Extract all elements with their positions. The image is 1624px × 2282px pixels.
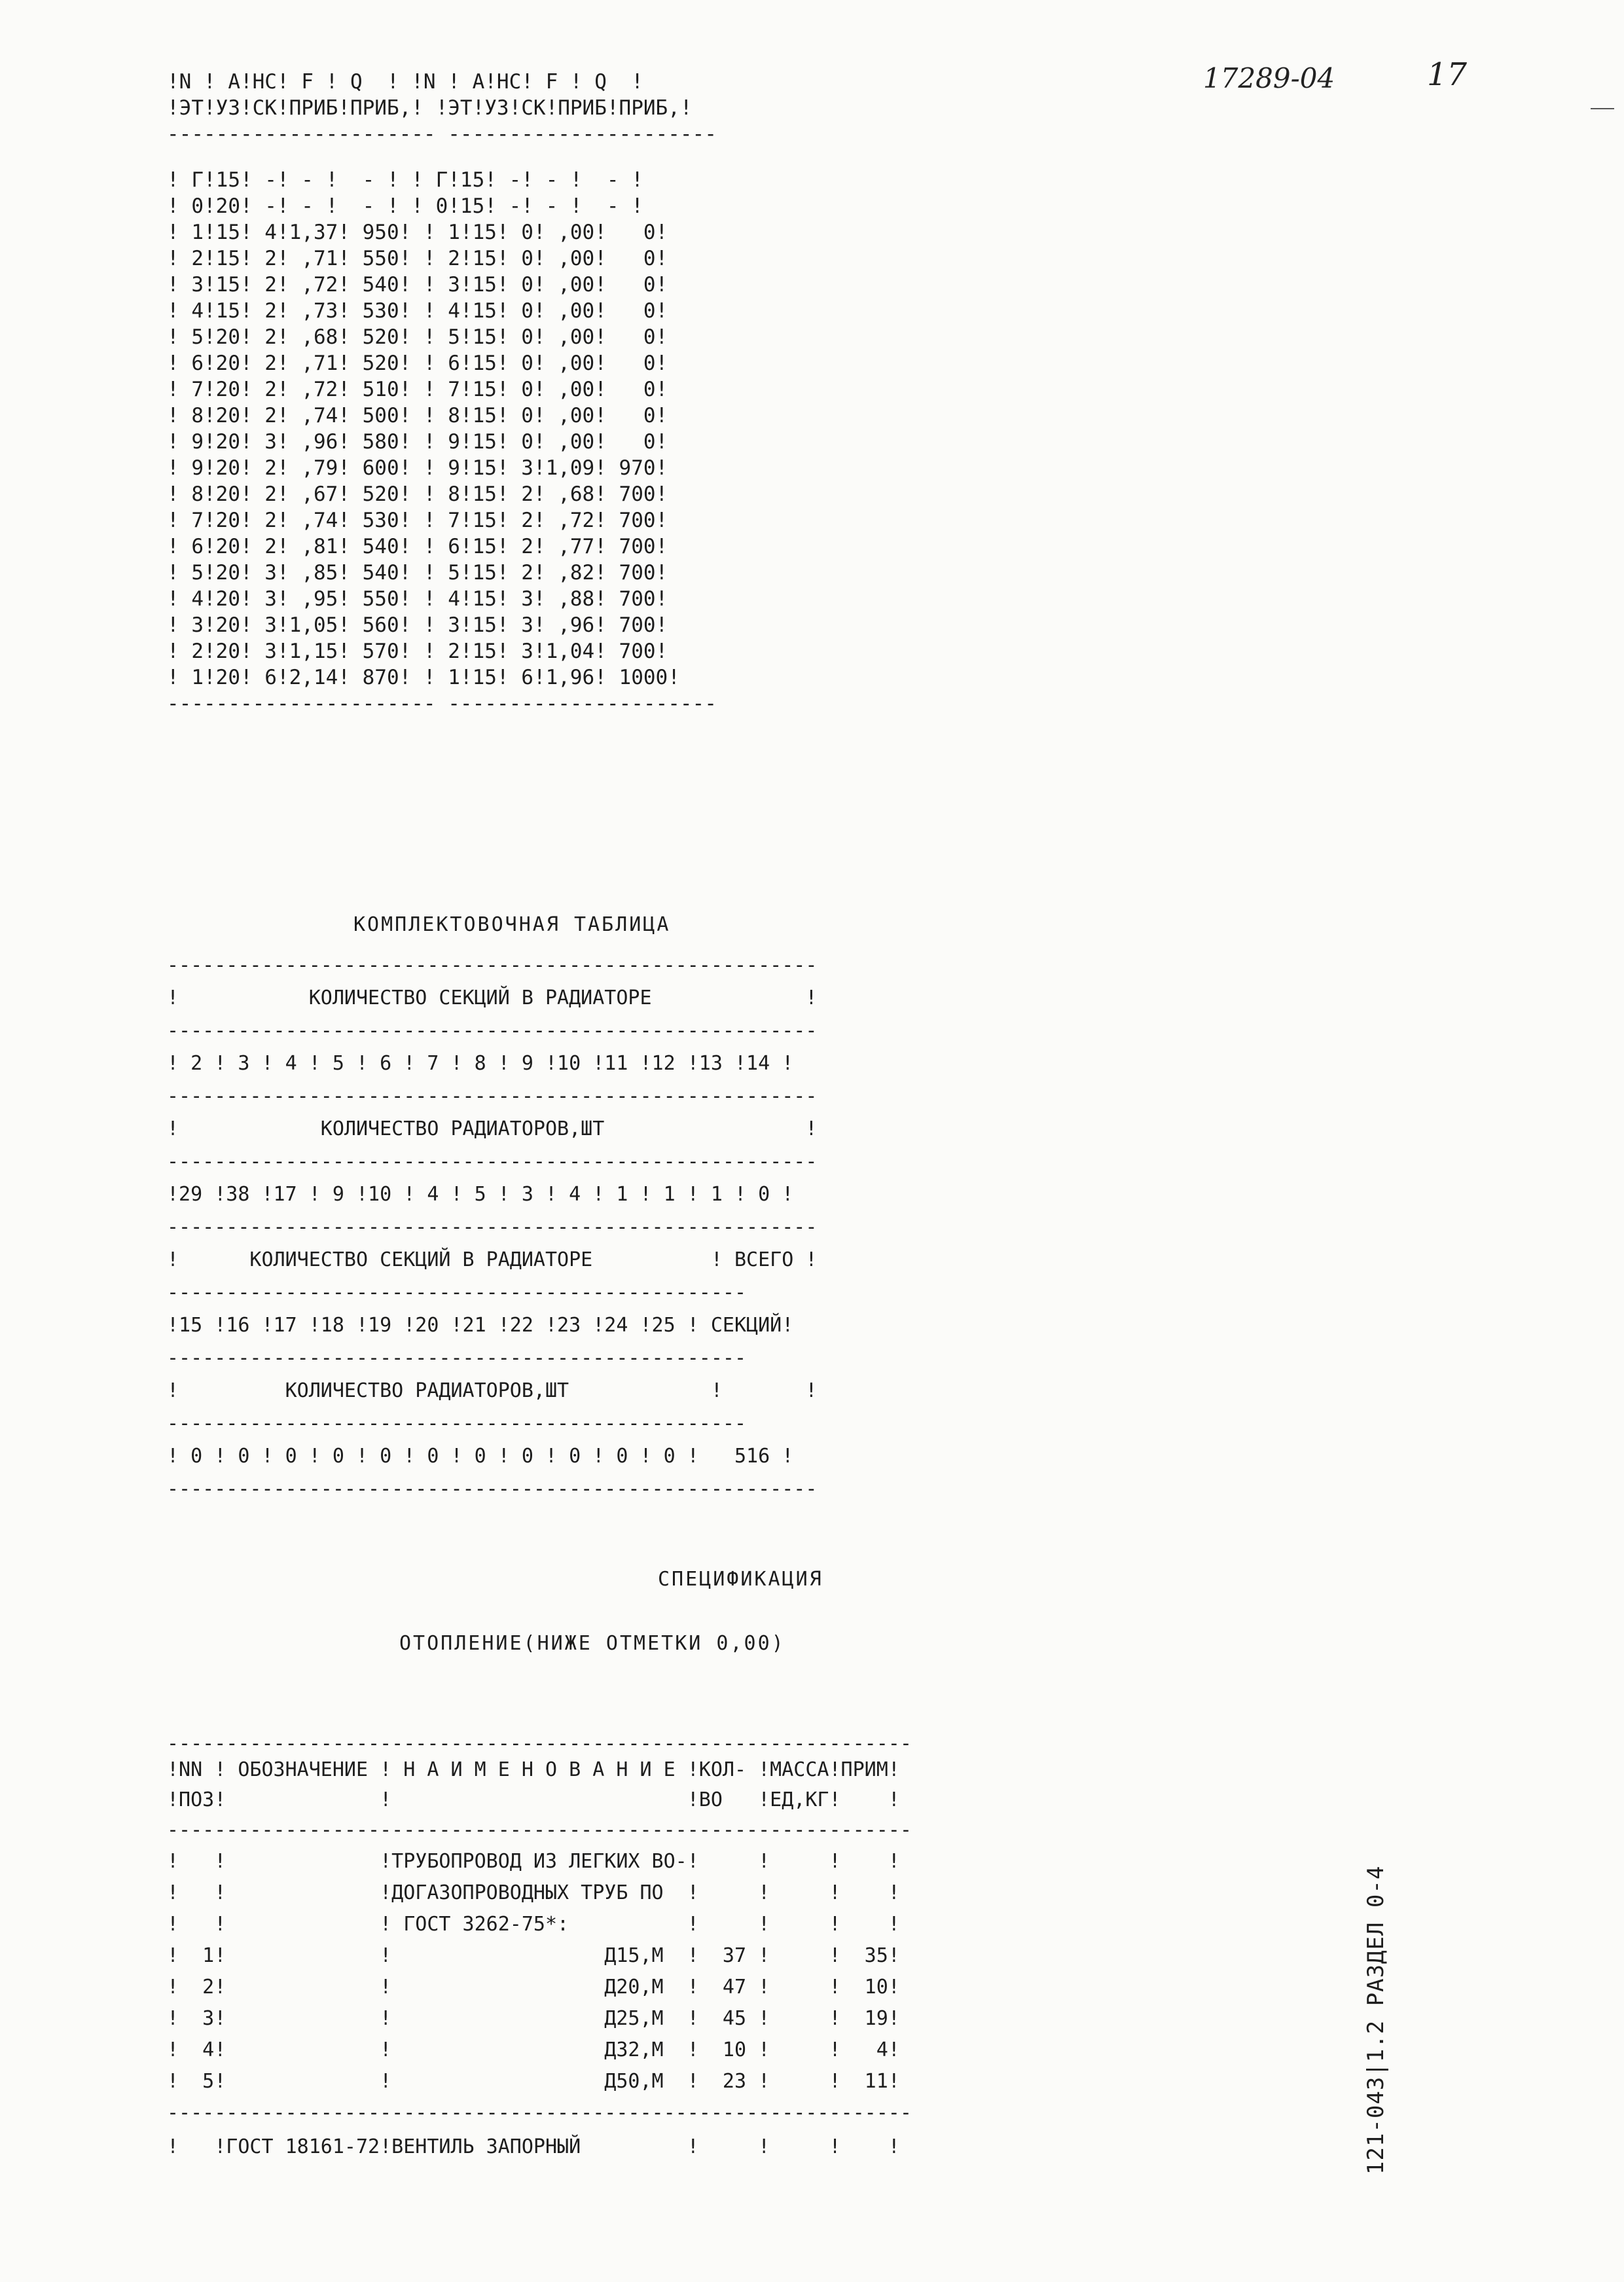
table-row: ! КОЛИЧЕСТВО РАДИАТОРОВ,ШТ ! ! xyxy=(167,1379,818,1402)
table-row: ! КОЛИЧЕСТВО СЕКЦИЙ В РАДИАТОРЕ ! xyxy=(167,987,818,1009)
document-number: 17289-04 xyxy=(1203,62,1335,94)
table-line: ------------------------------------------------------- xyxy=(167,1085,818,1108)
table-line: --------------------------------------------------------------- xyxy=(167,2101,912,2124)
table-line: ------------------------------------------------- xyxy=(167,1412,747,1435)
table-line: ------------------------------------------------------- xyxy=(167,1216,818,1239)
table-row: ! Г!15! -! - ! - ! ! Г!15! -! - ! - ! xyxy=(167,168,643,192)
table-row: ! 4!15! 2! ,73! 530! ! 4!15! 0! ,00! 0! xyxy=(167,299,668,323)
table-line: ------------------------------------------------------- xyxy=(167,1019,818,1042)
side-stamp: 121-043|1.2 РАЗДЕЛ 0-4 xyxy=(1363,1865,1389,2175)
table-row: ! 5! ! Д50,М ! 23 ! ! 11! xyxy=(167,2070,900,2093)
table-row: ! 3!15! 2! ,72! 540! ! 3!15! 0! ,00! 0! xyxy=(167,273,668,297)
table-header-row: !NN ! ОБОЗНАЧЕНИЕ ! Н А И М Е Н О В А Н И Е !КОЛ- !МАССА!ПРИМ! xyxy=(167,1758,900,1781)
table-row: !15 !16 !17 !18 !19 !20 !21 !22 !23 !24 !25 ! СЕКЦИЙ! xyxy=(167,1314,794,1337)
table-row: ! 9!20! 2! ,79! 600! ! 9!15! 3!1,09! 970! xyxy=(167,456,668,480)
table-row: ! 1!15! 4!1,37! 950! ! 1!15! 0! ,00! 0! xyxy=(167,221,668,244)
table-row: ! КОЛИЧЕСТВО РАДИАТОРОВ,ШТ ! xyxy=(167,1117,818,1140)
specification-subtitle: ОТОПЛЕНИЕ(НИЖЕ ОТМЕТКИ 0,00) xyxy=(399,1632,785,1655)
specification-title: СПЕЦИФИКАЦИЯ xyxy=(658,1568,823,1591)
table-line: ------------------------------------------------------- xyxy=(167,1477,818,1500)
table-line: !ЭТ!УЗ!СК!ПРИБ!ПРИБ,! !ЭТ!УЗ!СК!ПРИБ!ПРИБ,! xyxy=(167,96,693,120)
table-line: ---------------------- ---------------------- xyxy=(167,122,717,146)
table-row: !29 !38 !17 ! 9 !10 ! 4 ! 5 ! 3 ! 4 ! 1 ! 1 ! 1 ! 0 ! xyxy=(167,1183,794,1206)
kit-table-title: КОМПЛЕКТОВОЧНАЯ ТАБЛИЦА xyxy=(353,913,671,936)
table-row: ! 6!20! 2! ,71! 520! ! 6!15! 0! ,00! 0! xyxy=(167,352,668,375)
table-row: ! ! !ДОГАЗОПРОВОДНЫХ ТРУБ ПО ! ! ! ! xyxy=(167,1881,900,1904)
table-row: ! 2!20! 3!1,15! 570! ! 2!15! 3!1,04! 700! xyxy=(167,640,668,663)
table-line: ------------------------------------------------------- xyxy=(167,954,818,977)
table-line: !N ! A!HC! F ! Q ! !N ! A!HC! F ! Q ! xyxy=(167,70,643,94)
table-row: ! 9!20! 3! ,96! 580! ! 9!15! 0! ,00! 0! xyxy=(167,430,668,454)
table-line: ---------------------- ---------------------- xyxy=(167,692,717,715)
table-row: ! 7!20! 2! ,72! 510! ! 7!15! 0! ,00! 0! xyxy=(167,378,668,401)
table-row: ! 4!20! 3! ,95! 550! ! 4!15! 3! ,88! 700! xyxy=(167,587,668,611)
table-row: ! 3!20! 3!1,05! 560! ! 3!15! 3! ,96! 700! xyxy=(167,613,668,637)
table-row: ! ! ! ГОСТ 3262-75*: ! ! ! ! xyxy=(167,1913,900,1936)
table-row: ! 5!20! 2! ,68! 520! ! 5!15! 0! ,00! 0! xyxy=(167,325,668,349)
table-line: ------------------------------------------------------- xyxy=(167,1150,818,1173)
table-header-row: !ПОЗ! ! !ВО !ЕД,КГ! ! xyxy=(167,1788,900,1811)
table-row: ! 3! ! Д25,М ! 45 ! ! 19! xyxy=(167,2007,900,2030)
table-row: ! 8!20! 2! ,67! 520! ! 8!15! 2! ,68! 700! xyxy=(167,482,668,506)
table-row: ! 5!20! 3! ,85! 540! ! 5!15! 2! ,82! 700! xyxy=(167,561,668,585)
table-row: ! ! !ТРУБОПРОВОД ИЗ ЛЕГКИХ ВО-! ! ! ! xyxy=(167,1850,900,1873)
table-row: ! 0!20! -! - ! - ! ! 0!15! -! - ! - ! xyxy=(167,194,643,218)
table-row: ! 1!20! 6!2,14! 870! ! 1!15! 6!1,96! 1000! xyxy=(167,666,680,689)
table-row: ! 6!20! 2! ,81! 540! ! 6!15! 2! ,77! 700! xyxy=(167,535,668,558)
table-line: ------------------------------------------------- xyxy=(167,1347,747,1369)
table-row: ! !ГОСТ 18161-72!ВЕНТИЛЬ ЗАПОРНЫЙ ! ! ! ! xyxy=(167,2135,900,2158)
table-row: ! 4! ! Д32,М ! 10 ! ! 4! xyxy=(167,2038,900,2061)
table-line: ------------------------------------------------- xyxy=(167,1281,747,1304)
table-line: --------------------------------------------------------------- xyxy=(167,1819,912,1841)
table-row: ! 2! ! Д20,М ! 47 ! ! 10! xyxy=(167,1976,900,1999)
table-line: --------------------------------------------------------------- xyxy=(167,1732,912,1755)
table-row: ! 8!20! 2! ,74! 500! ! 8!15! 0! ,00! 0! xyxy=(167,404,668,427)
table-row: ! 2!15! 2! ,71! 550! ! 2!15! 0! ,00! 0! xyxy=(167,247,668,270)
margin-dash xyxy=(1591,108,1614,109)
table-row: ! 1! ! Д15,М ! 37 ! ! 35! xyxy=(167,1944,900,1967)
table-row: ! 2 ! 3 ! 4 ! 5 ! 6 ! 7 ! 8 ! 9 !10 !11 !12 !13 !14 ! xyxy=(167,1052,794,1075)
page-number: 17 xyxy=(1427,56,1468,93)
table-row: ! 7!20! 2! ,74! 530! ! 7!15! 2! ,72! 700! xyxy=(167,509,668,532)
table-row: ! 0 ! 0 ! 0 ! 0 ! 0 ! 0 ! 0 ! 0 ! 0 ! 0 ! 0 ! 516 ! xyxy=(167,1445,794,1468)
table-row: ! КОЛИЧЕСТВО СЕКЦИЙ В РАДИАТОРЕ ! ВСЕГО ! xyxy=(167,1248,818,1271)
